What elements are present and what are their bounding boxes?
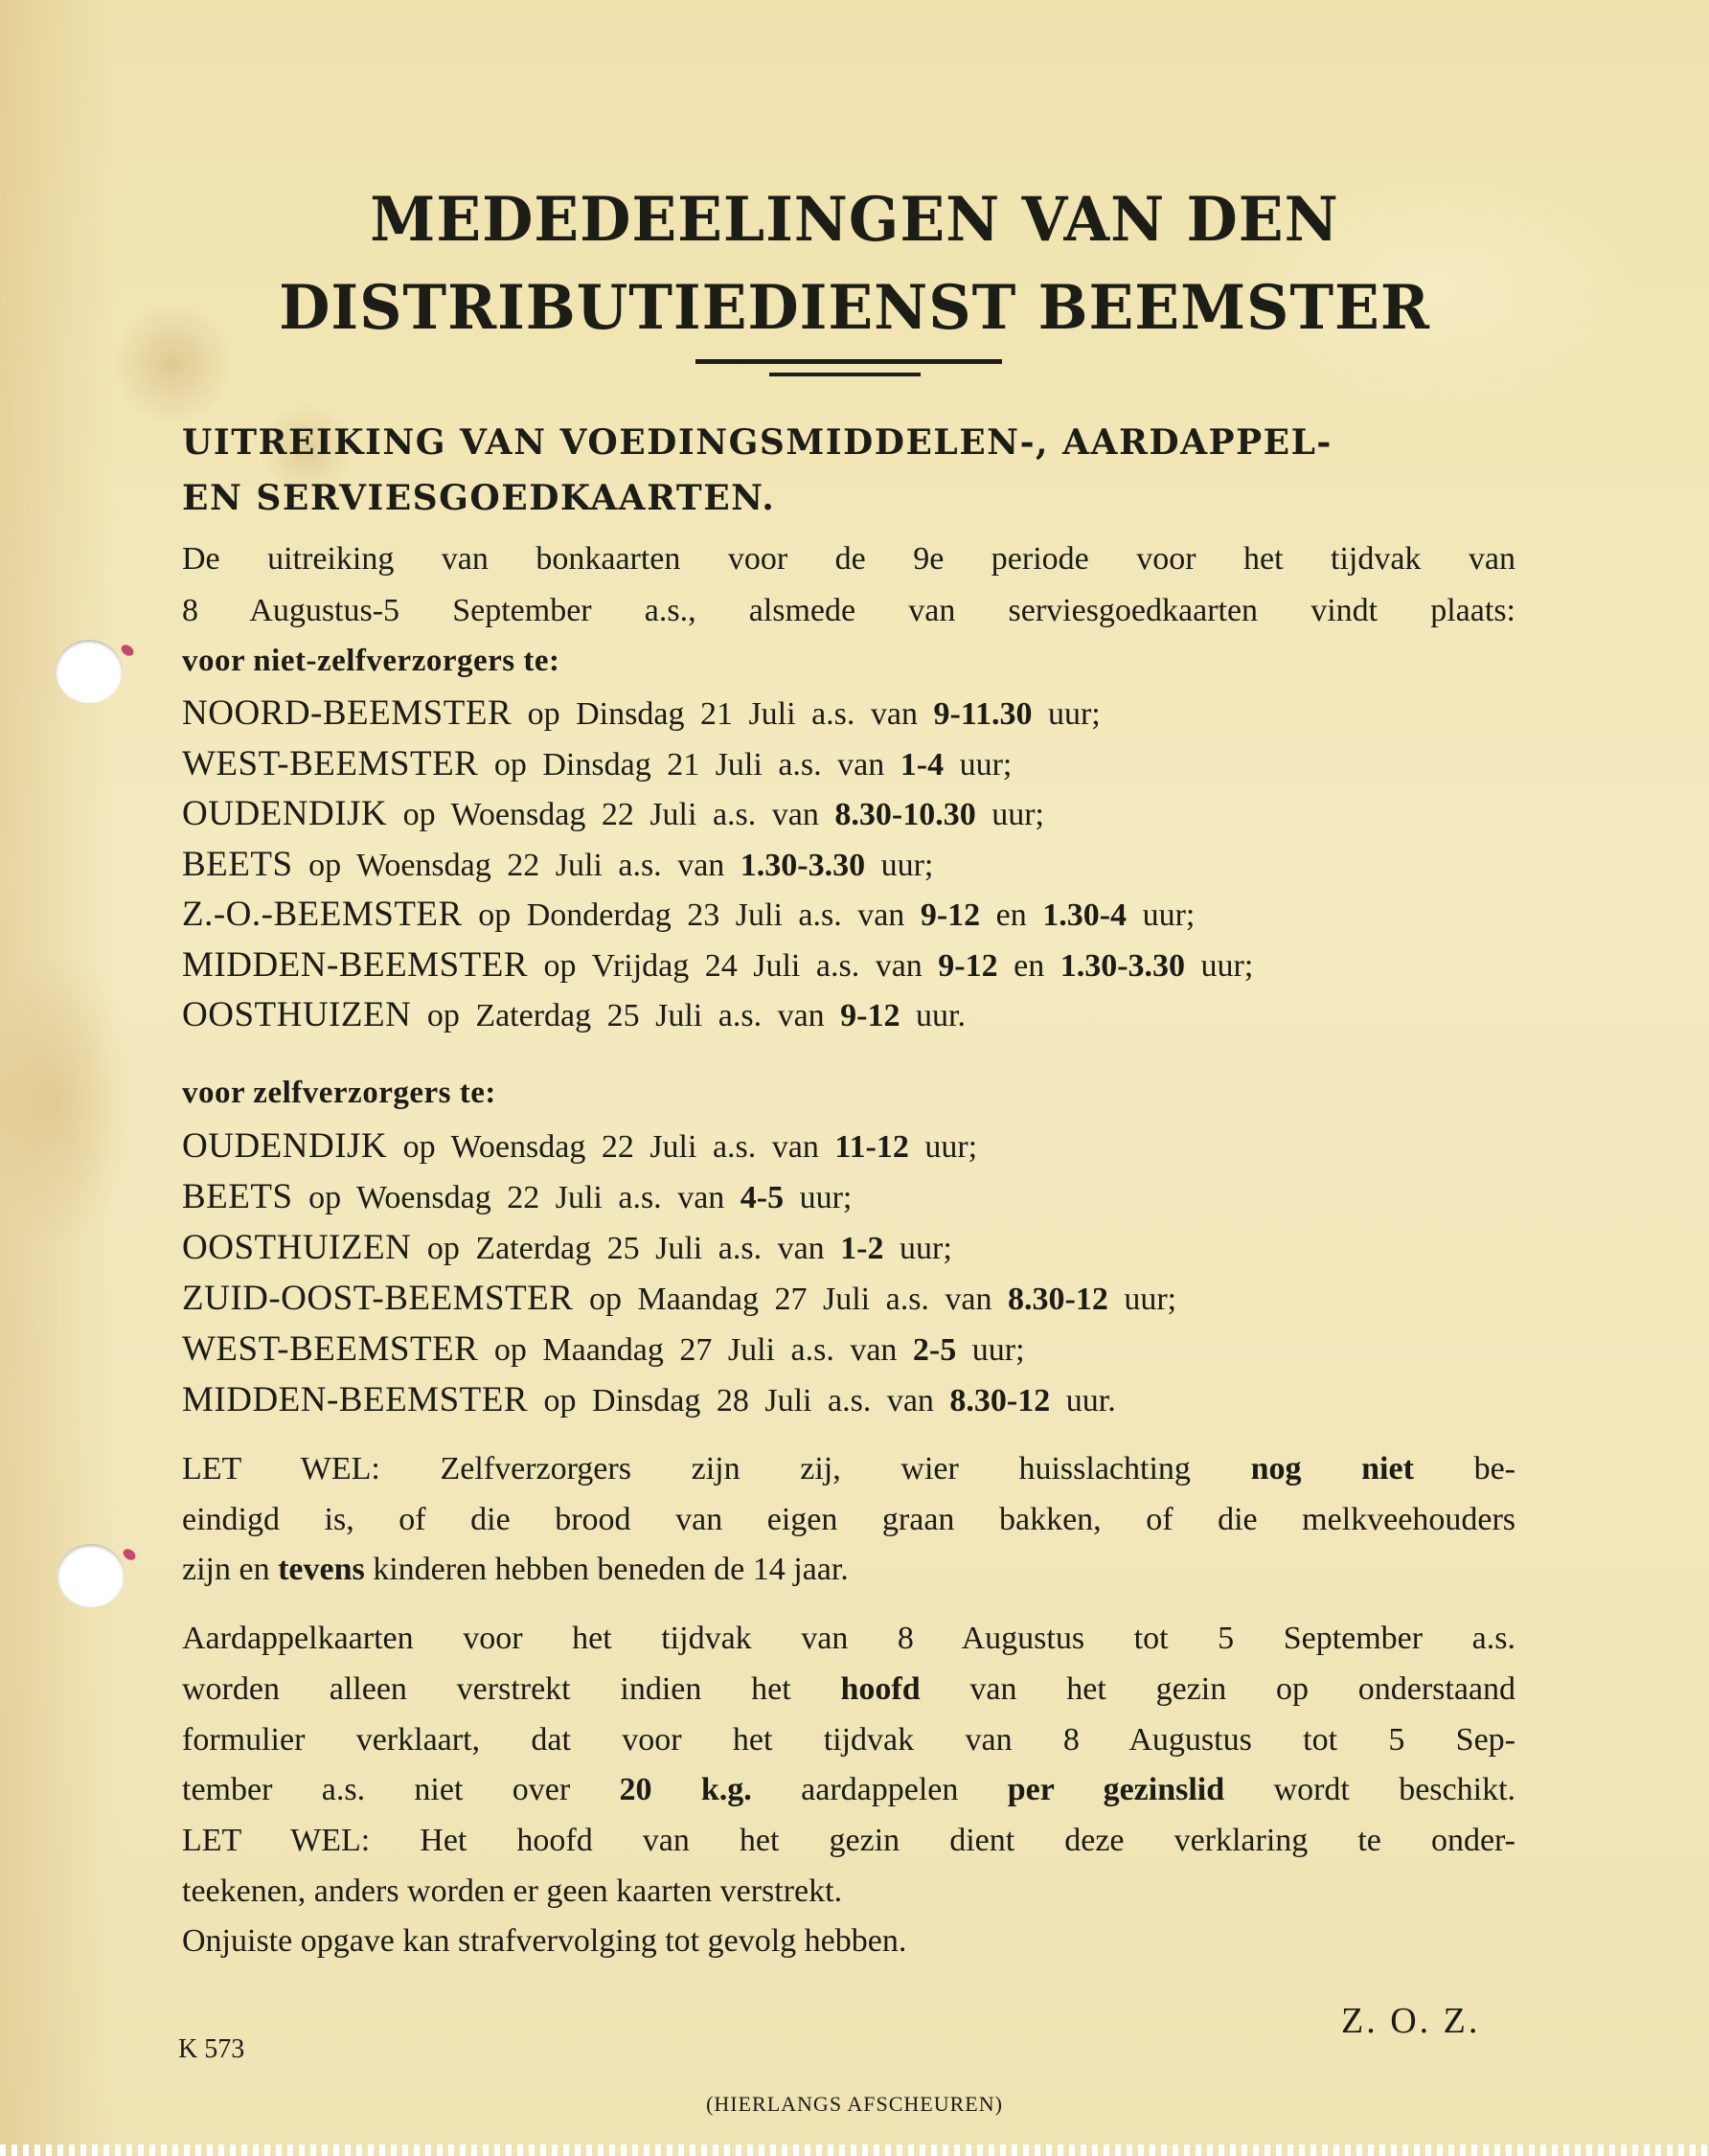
note-1-line-1 [182, 1453, 1515, 1486]
schedule-van: van [777, 1231, 825, 1266]
schedule-and: en [1014, 947, 1045, 984]
schedule-place: NOORD-BEEMSTER [182, 693, 513, 733]
schedule-row [182, 1281, 1176, 1316]
schedule-row [182, 1128, 977, 1164]
schedule-place: MIDDEN-BEEMSTER [182, 1380, 529, 1419]
note-1-line-2: eindigd is, of die brood van eigen graan bakken, of die melkveehouders [182, 1502, 1515, 1537]
schedule-time: 2-5 [912, 1332, 957, 1368]
schedule-van: van [875, 947, 923, 984]
potato-emphasis: 20 k.g. [619, 1772, 752, 1807]
schedule-time: 1-2 [840, 1231, 884, 1266]
section-heading-line-1: UITREIKING VAN VOEDINGSMIDDELEN-, AARDAPPEL- [182, 422, 1333, 463]
schedule-row [182, 743, 1013, 783]
schedule-and: en [995, 897, 1027, 933]
schedule-unit: uur; [959, 746, 1013, 783]
schedule-row [182, 1382, 1116, 1418]
schedule-unit: uur; [1200, 947, 1254, 984]
schedule-row [182, 997, 966, 1033]
note-text: be- [1473, 1451, 1516, 1487]
title-divider-short [769, 373, 921, 376]
note-emphasis: tevens [278, 1552, 365, 1587]
schedule-van: van [677, 1180, 725, 1215]
schedule-time-2: 1.30-4 [1042, 897, 1128, 933]
schedule-row [182, 796, 1044, 831]
schedule-van: van [945, 1282, 992, 1317]
schedule-day: Dinsdag 21 Juli a.s. [542, 746, 822, 783]
schedule-unit: uur; [880, 847, 934, 883]
intro-line-1: De uitreiking van bonkaarten voor de 9e periode voor het tijdvak van [182, 541, 1515, 577]
page-title-line-2: DISTRIBUTIEDIENST BEEMSTER [279, 272, 1430, 344]
schedule-van: van [677, 847, 725, 883]
schedule-op: op [478, 897, 512, 933]
schedule-op: op [527, 696, 560, 732]
schedule-van: van [777, 998, 825, 1033]
schedule-place: ZUID-OOST-BEEMSTER [182, 1279, 574, 1318]
schedule-day: Dinsdag 28 Juli a.s. [592, 1383, 872, 1418]
schedule-van: van [857, 897, 905, 933]
schedule-day: Maandag 27 Juli a.s. [542, 1332, 834, 1368]
non-self-suppliers-heading: voor niet-zelfverzorgers te: [182, 644, 560, 678]
note-text: LET WEL: Zelfverzorgers zijn zij, wier huisslachting [182, 1451, 1191, 1487]
potato-line-6: teekenen, anders worden er geen kaarten verstrekt. [182, 1873, 843, 1909]
schedule-row [182, 1230, 952, 1265]
title-divider-long [695, 359, 1002, 364]
self-suppliers-heading: voor zelfverzorgers te: [182, 1076, 496, 1110]
schedule-unit: uur; [971, 1332, 1025, 1368]
schedule-row [182, 844, 934, 884]
schedule-op: op [308, 1180, 342, 1215]
potato-text: van het gezin op onderstaand [969, 1671, 1516, 1707]
schedule-op: op [402, 797, 436, 832]
schedule-day: Woensdag 22 Juli a.s. [450, 1129, 757, 1165]
potato-line-5: LET WEL: Het hoofd van het gezin dient deze verklaring te onder- [182, 1823, 1515, 1858]
schedule-time: 8.30-12 [1008, 1282, 1108, 1317]
schedule-van: van [886, 1383, 934, 1418]
schedule-unit: uur. [916, 998, 966, 1033]
schedule-unit: uur; [991, 797, 1044, 832]
schedule-op: op [308, 847, 342, 883]
potato-line-2 [182, 1673, 1515, 1706]
punch-hole [57, 1544, 125, 1607]
form-code: K 573 [178, 2034, 245, 2064]
schedule-op: op [426, 1231, 460, 1266]
schedule-op: op [426, 998, 460, 1033]
schedule-time-2: 1.30-3.30 [1060, 947, 1186, 984]
schedule-row [182, 1331, 1025, 1367]
schedule-time: 8.30-10.30 [834, 797, 976, 832]
schedule-day: Woensdag 22 Juli a.s. [355, 1180, 662, 1215]
schedule-op: op [543, 1383, 577, 1418]
schedule-time: 9-12 [840, 998, 900, 1033]
schedule-place: OUDENDIJK [182, 1126, 388, 1166]
schedule-unit: uur; [900, 1231, 952, 1266]
note-emphasis: nog niet [1250, 1451, 1414, 1487]
schedule-time: 4-5 [740, 1180, 785, 1215]
potato-line-4 [182, 1774, 1515, 1806]
schedule-time: 1-4 [900, 746, 945, 783]
schedule-unit: uur; [1047, 696, 1101, 732]
punch-hole [56, 640, 123, 703]
schedule-row [182, 1179, 852, 1214]
schedule-row [182, 896, 1195, 932]
schedule-op: op [402, 1129, 436, 1165]
schedule-time: 1.30-3.30 [740, 847, 866, 883]
schedule-time: 11-12 [834, 1129, 909, 1165]
tear-here-note: (HIERLANGS AFSCHEUREN) [706, 2092, 1003, 2116]
schedule-day: Donderdag 23 Juli a.s. [526, 897, 842, 933]
schedule-day: Woensdag 22 Juli a.s. [450, 797, 757, 832]
schedule-day: Vrijdag 24 Juli a.s. [591, 947, 860, 984]
potato-emphasis: per gezinslid [1007, 1772, 1225, 1807]
schedule-time: 9-11.30 [933, 696, 1033, 732]
schedule-day: Woensdag 22 Juli a.s. [355, 847, 662, 883]
perforated-edge[interactable] [0, 2145, 1709, 2156]
schedule-op: op [543, 947, 577, 984]
schedule-row [182, 944, 1254, 985]
schedule-row [182, 695, 1101, 731]
schedule-day: Dinsdag 21 Juli a.s. [576, 696, 855, 732]
schedule-place: WEST-BEEMSTER [182, 743, 479, 783]
schedule-day: Zaterdag 25 Juli a.s. [475, 998, 763, 1033]
potato-line-1: Aardappelkaarten voor het tijdvak van 8 Augustus tot 5 September a.s. [182, 1621, 1515, 1656]
schedule-time: 8.30-12 [949, 1383, 1051, 1418]
page-title-line-1: MEDEDEELINGEN VAN DEN [370, 184, 1339, 256]
schedule-op: op [588, 1282, 622, 1317]
potato-text: worden alleen verstrekt indien het [182, 1671, 791, 1707]
schedule-place: OUDENDIJK [182, 794, 388, 833]
schedule-place: BEETS [182, 844, 293, 884]
note-text: zijn en [182, 1552, 270, 1587]
schedule-place: MIDDEN-BEEMSTER [182, 944, 529, 985]
schedule-unit: uur; [1142, 897, 1196, 933]
potato-line-3: formulier verklaart, dat voor het tijdvak van 8 Augustus tot 5 Sep- [182, 1722, 1515, 1758]
schedule-op: op [493, 746, 527, 783]
schedule-unit: uur; [924, 1129, 978, 1165]
schedule-place: BEETS [182, 1177, 293, 1216]
schedule-place: Z.-O.-BEEMSTER [182, 895, 463, 934]
schedule-place: WEST-BEEMSTER [182, 1329, 479, 1369]
schedule-van: van [870, 696, 918, 732]
schedule-unit: uur; [1124, 1282, 1177, 1317]
please-turn-over-note: Z. O. Z. [1341, 2001, 1481, 2041]
schedule-unit: uur; [799, 1180, 853, 1215]
note-1-line-3 [182, 1554, 849, 1586]
schedule-unit: uur. [1065, 1383, 1116, 1418]
potato-text: wordt beschikt. [1273, 1772, 1516, 1807]
schedule-place: OOSTHUIZEN [182, 995, 412, 1034]
intro-line-2: 8 Augustus-5 September a.s., alsmede van serviesgoedkaarten vindt plaats: [182, 593, 1515, 628]
potato-line-7: Onjuiste opgave kan strafvervolging tot gevolg hebben. [182, 1923, 907, 1959]
schedule-time: 9-12 [920, 897, 981, 933]
schedule-van: van [850, 1332, 898, 1368]
schedule-day: Zaterdag 25 Juli a.s. [475, 1231, 763, 1266]
schedule-day: Maandag 27 Juli a.s. [637, 1282, 929, 1317]
schedule-place: OOSTHUIZEN [182, 1228, 412, 1267]
schedule-van: van [771, 1129, 819, 1165]
schedule-van: van [771, 797, 819, 832]
schedule-van: van [837, 746, 885, 783]
section-heading-line-2: EN SERVIESGOEDKAARTEN. [182, 478, 776, 518]
potato-text: tember a.s. niet over [182, 1772, 571, 1807]
schedule-time: 9-12 [938, 947, 998, 984]
potato-text: aardappelen [801, 1772, 959, 1807]
schedule-op: op [493, 1332, 527, 1368]
note-text: kinderen hebben beneden de 14 jaar. [373, 1552, 849, 1587]
potato-emphasis: hoofd [840, 1671, 921, 1707]
